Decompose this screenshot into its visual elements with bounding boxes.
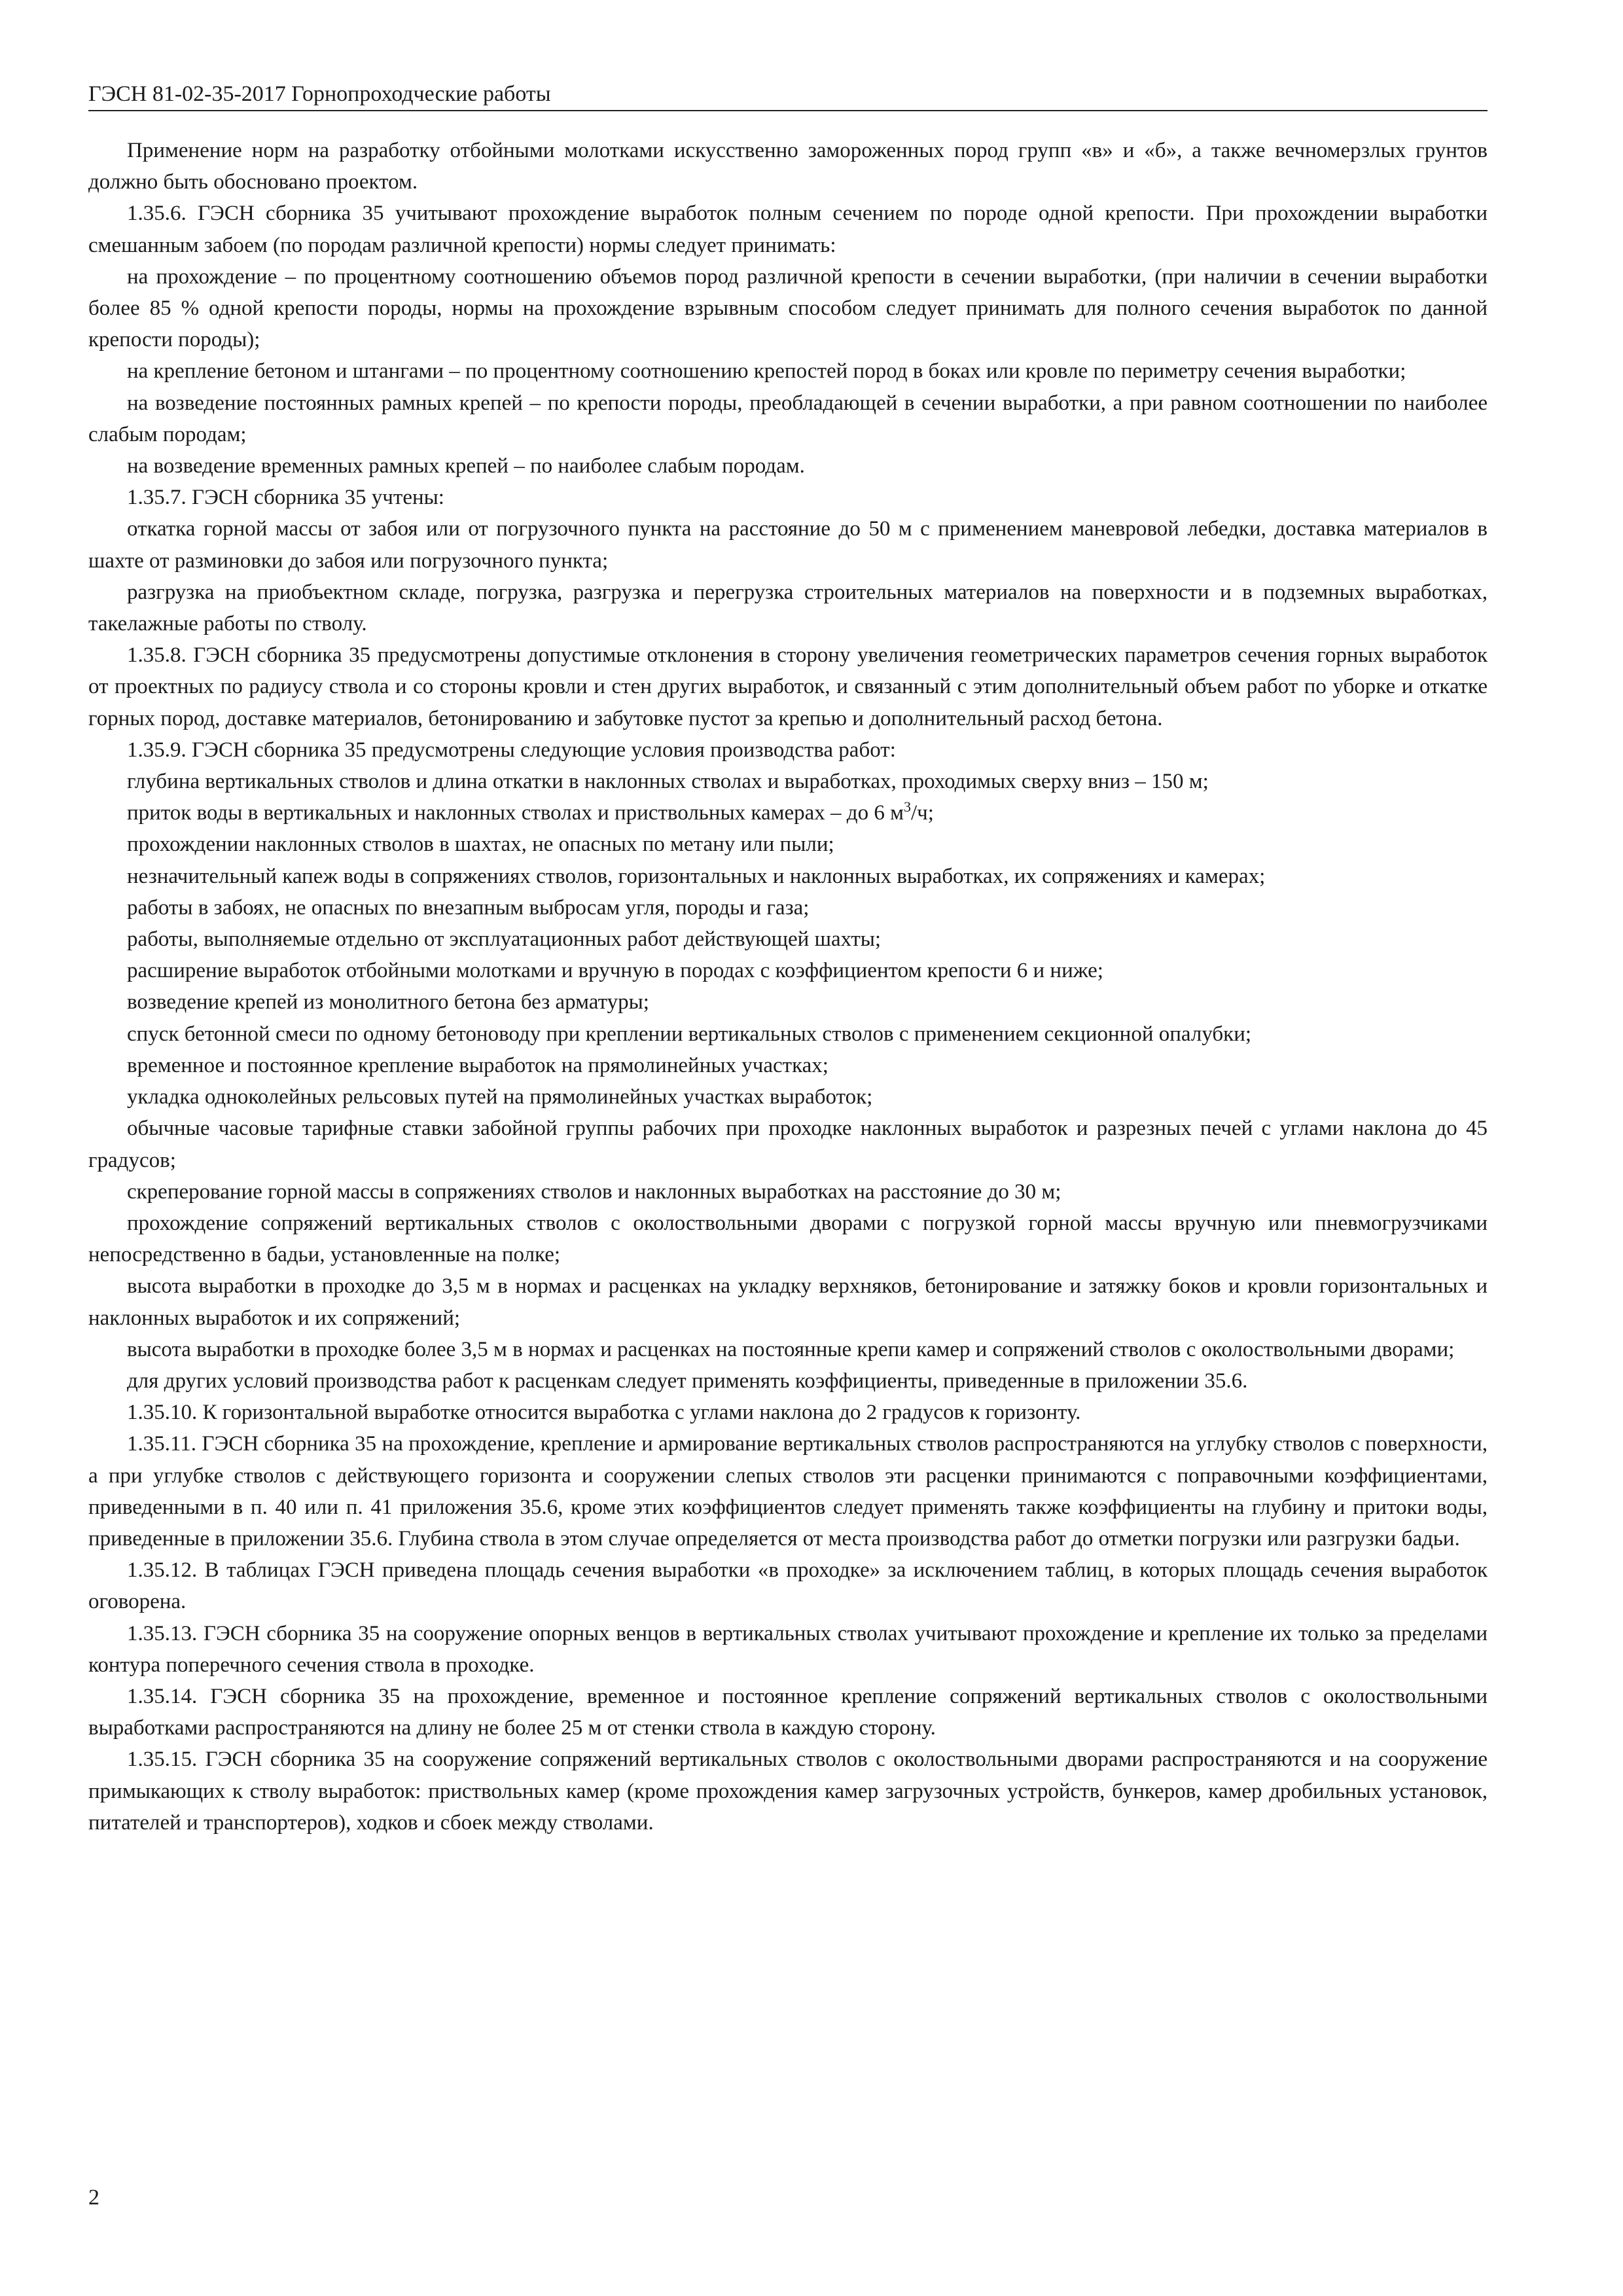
superscript-exponent: 3 bbox=[903, 798, 911, 816]
body-paragraph: скреперование горной массы в сопряжениях стволов и наклонных выработках на расстояние до 30 м; bbox=[127, 1179, 1061, 1204]
body-paragraph: незначительный капеж воды в сопряжениях стволов, горизонтальных и наклонных выработках, их сопряжениях и камерах; bbox=[127, 864, 1266, 888]
body-paragraph: на крепление бетоном и штангами – по процентному соотношению крепостей пород в боках или кровле по периметру сечения выработки; bbox=[127, 359, 1406, 384]
body-paragraph: 1.35.13. ГЭСН сборника 35 на сооружение опорных венцов в вертикальных стволах учитывают прохождение и крепление их только за пределами контура поперечного сечения ствола в проходке. bbox=[88, 1621, 1488, 1677]
body-paragraph: укладка одноколейных рельсовых путей на прямолинейных участках выработок; bbox=[127, 1085, 873, 1109]
body-paragraph: глубина вертикальных стволов и длина откатки в наклонных стволах и выработках, проходимых сверху вниз – 150 м; bbox=[127, 770, 1209, 794]
header-title: ГЭСН 81-02-35-2017 Горнопроходческие работы bbox=[88, 82, 551, 106]
body-paragraph: разгрузка на приобъектном складе, погрузка, разгрузка и перегрузка строительных материалов на поверхности и в подземных выработках, такелажные работы по стволу. bbox=[88, 580, 1488, 636]
paragraph-text: приток воды в вертикальных и наклонных стволах и приствольных камерах – до 6 м bbox=[127, 801, 904, 825]
body-paragraph: высота выработки в проходке до 3,5 м в нормах и расценках на укладку верхняков, бетонирование и затяжку боков и кровли горизонтальных и наклонных выработок и их сопряжений; bbox=[88, 1274, 1488, 1330]
body-paragraph: 1.35.8. ГЭСН сборника 35 предусмотрены допустимые отклонения в сторону увеличения геометрических параметров сечения горных выработок от проектных по радиусу ствола и со стороны кровли и стен других выработок, и связанный с этим дополнительный объем работ по уборке и откатке горных пород, доставке материалов, бетонированию и забутовке пустот за крепью и дополнительный расход бетона. bbox=[88, 643, 1488, 730]
body-paragraph: прохождение сопряжений вертикальных стволов с околоствольными дворами с погрузкой горной массы вручную или пневмогрузчиками непосредственно в бадьи, установленные на полке; bbox=[88, 1211, 1488, 1267]
body-paragraph: 1.35.7. ГЭСН сборника 35 учтены: bbox=[127, 486, 444, 510]
body-paragraph: для других условий производства работ к расценкам следует применять коэффициенты, приведенные в приложении 35.6. bbox=[127, 1369, 1248, 1393]
body-paragraph: 1.35.12. В таблицах ГЭСН приведена площадь сечения выработки «в проходке» за исключением таблиц, в которых площадь сечения выработок оговорена. bbox=[88, 1558, 1488, 1614]
body-paragraph: откатка горной массы от забоя или от погрузочного пункта на расстояние до 50 м с применением маневровой лебедки, доставка материалов в шахте от разминовки до забоя или погрузочного пункта; bbox=[88, 517, 1488, 573]
body-paragraph: Применение норм на разработку отбойными молотками искусственно замороженных пород групп «в» и «б», а также вечномерзлых грунтов должно быть обосновано проектом. bbox=[88, 139, 1488, 194]
body-paragraph bbox=[88, 797, 1488, 829]
body-paragraph: на прохождение – по процентному соотношению объемов пород различной крепости в сечении выработки, (при наличии в сечении выработки более 85 % одной крепости породы, нормы на прохождение взрывным способом следует принимать для полного сечения выработок по данной крепости породы); bbox=[88, 264, 1488, 352]
body-paragraph: 1.35.11. ГЭСН сборника 35 на прохождение, крепление и армирование вертикальных стволов распространяются на углубку стволов с поверхности, а при углубке стволов с действующего горизонта и сооружении слепых стволов эти расценки принимаются с поправочными коэффициентами, приведенными в п. 40 или п. 41 приложения 35.6, кроме этих коэффициентов следует применять также коэффициенты на глубину и притоки воды, приведенные в приложении 35.6. Глубина ствола в этом случае определяется от места производства работ до отметки погрузки или разгрузки бадьи. bbox=[88, 1432, 1488, 1551]
document-body bbox=[88, 135, 1488, 1839]
body-paragraph: обычные часовые тарифные ставки забойной группы рабочих при проходке наклонных выработок и разрезных печей с углами наклона до 45 градусов; bbox=[88, 1117, 1488, 1172]
body-paragraph: на возведение постоянных рамных крепей – по крепости породы, преобладающей в сечении выработки, а при равном соотношении по наиболее слабым породам; bbox=[88, 391, 1488, 446]
body-paragraph: возведение крепей из монолитного бетона без арматуры; bbox=[127, 990, 649, 1014]
body-paragraph: работы, выполняемые отдельно от эксплуатационных работ действующей шахты; bbox=[127, 927, 882, 952]
page-number: 2 bbox=[88, 2185, 99, 2210]
body-paragraph: прохождении наклонных стволов в шахтах, не опасных по метану или пыли; bbox=[127, 833, 834, 857]
body-paragraph: 1.35.10. К горизонтальной выработке относится выработка с углами наклона до 2 градусов к горизонту. bbox=[127, 1401, 1081, 1425]
body-paragraph: 1.35.9. ГЭСН сборника 35 предусмотрены следующие условия производства работ: bbox=[127, 738, 896, 762]
body-paragraph: высота выработки в проходке более 3,5 м в нормах и расценках на постоянные крепи камер и сопряжений стволов с околоствольными дворами; bbox=[127, 1337, 1455, 1361]
body-paragraph: спуск бетонной смеси по одному бетоноводу при креплении вертикальных стволов с применением секционной опалубки; bbox=[127, 1022, 1252, 1046]
page-header bbox=[88, 73, 1488, 111]
body-paragraph: работы в забоях, не опасных по внезапным выбросам угля, породы и газа; bbox=[127, 895, 810, 920]
body-paragraph: временное и постоянное крепление выработок на прямолинейных участках; bbox=[127, 1053, 829, 1077]
body-paragraph: 1.35.14. ГЭСН сборника 35 на прохождение, временное и постоянное крепление сопряжений вертикальных стволов с околоствольными выработками распространяются на длину не более 25 м от стенки ствола в каждую сторону. bbox=[88, 1684, 1488, 1740]
paragraph-text: /ч; bbox=[910, 801, 934, 825]
body-paragraph: расширение выработок отбойными молотками и вручную в породах с коэффициентом крепости 6 и ниже; bbox=[127, 959, 1103, 983]
body-paragraph: 1.35.6. ГЭСН сборника 35 учитывают прохождение выработок полным сечением по породе одной крепости. При прохождении выработки смешанным забоем (по породам различной крепости) нормы следует принимать: bbox=[88, 202, 1488, 257]
body-paragraph: на возведение временных рамных крепей – по наиболее слабым породам. bbox=[127, 454, 805, 478]
body-paragraph: 1.35.15. ГЭСН сборника 35 на сооружение сопряжений вертикальных стволов с околоствольными дворами распространяются и на сооружение примыкающих к стволу выработок: приствольных камер (кроме прохождения камер загрузочных устройств, бункеров, камер дробильных установок, питателей и транспортеров), ходков и сбоек между стволами. bbox=[88, 1748, 1488, 1835]
